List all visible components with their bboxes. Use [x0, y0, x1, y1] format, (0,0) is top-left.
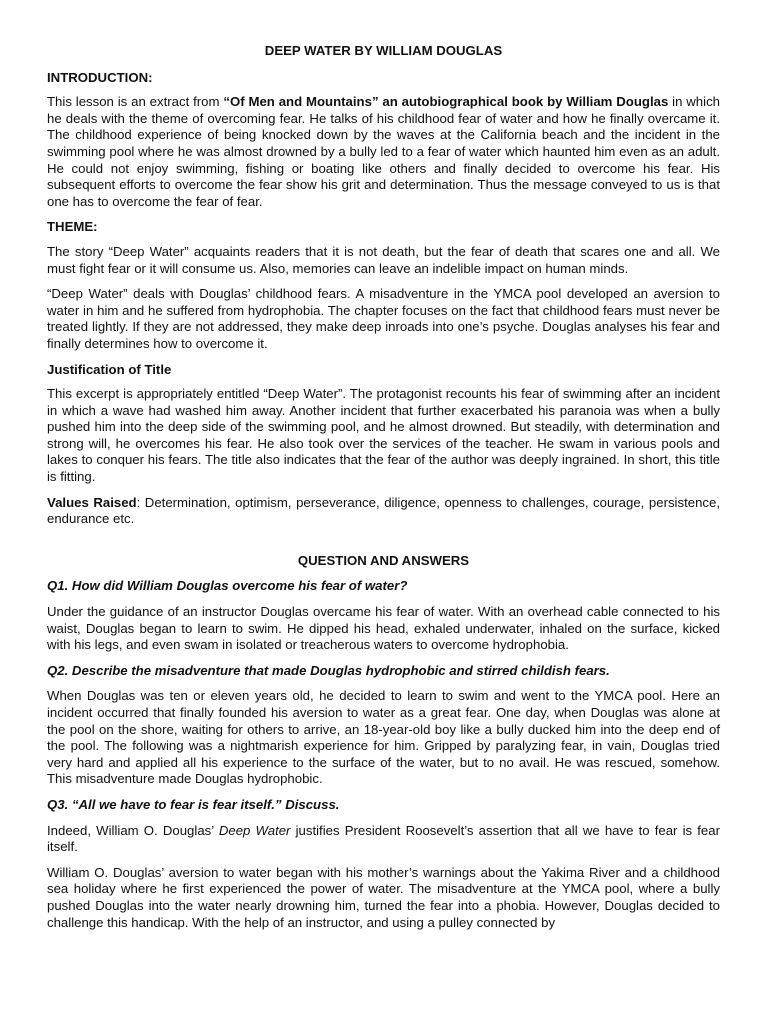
justification-heading: Justification of Title [47, 361, 172, 377]
answer-1: Under the guidance of an instructor Douglas overcame his fear of water. With an overhead cable connected to his waist, Douglas began to learn to swim. He dipped his head, exhaled underwater, inhaled on the surface, kicked with his legs, and even swam in isolated or treacherous waters to overcome hydrophobia. [47, 604, 720, 653]
introduction-heading: INTRODUCTION: [47, 69, 153, 85]
question-1: Q1. How did William Douglas overcome his fear of water? [47, 578, 408, 594]
theme-paragraph-2: “Deep Water” deals with Douglas’ childhood fears. A misadventure in the YMCA pool developed an aversion to water in him and he suffered from hydrophobia. The chapter focuses on the fact that childhood fears must never be treated lightly. If they are not addressed, they make deep inroads into one’s psyche. Douglas analyses his fear and finally determines how to overcome it. [47, 286, 720, 351]
values-label: Values Raised [47, 494, 137, 510]
answer-3-book-title: Deep Water [218, 822, 291, 838]
question-3: Q3. “All we have to fear is fear itself.” Discuss. [47, 796, 340, 812]
intro-text-start: This lesson is an extract from [47, 94, 224, 110]
theme-heading: THEME: [47, 219, 98, 235]
justification-paragraph: This excerpt is appropriately entitled “Deep Water”. The protagonist recounts his fear of swimming after an incident in which a wave had washed him away. Another incident that further exacerbated his paranoia was when a bully pushed him into the deep side of the swimming pool, and he almost drowned. But steadily, with determination and strong will, he overcomes his fear. He also took over the services of the teacher. He swam in various pools and lakes to conquer his fears. The title also indicates that the fear of the author was deeply ingrained. In short, this title is fitting. [47, 386, 720, 485]
answer-3-start: Indeed, William O. Douglas’ [47, 822, 219, 838]
theme-paragraph-1: The story “Deep Water” acquaints readers that it is not death, but the fear of death that scares one and all. We must fight fear or it will consume us. Also, memories can leave an indelible impact on human minds. [47, 243, 720, 276]
introduction-paragraph [47, 94, 720, 210]
answer-3-rest: justifies President Roosevelt’s assertion that all we have to fear is fear itself. [47, 822, 720, 855]
question-2: Q2. Describe the misadventure that made Douglas hydrophobic and stirred childish fears. [47, 662, 610, 678]
values-text: : Determination, optimism, perseverance, diligence, openness to challenges, courage, persistence, endurance etc. [47, 494, 721, 527]
values-paragraph [47, 495, 720, 528]
answer-3-paragraph-2: William O. Douglas’ aversion to water began with his mother’s warnings about the Yakima River and a childhood sea holiday where he first experienced the power of water. The misadventure at the YMCA pool, where a bully pushed Douglas into the water nearly drowning him, turned the fear into a phobia. However, Douglas decided to challenge this handicap. With the help of an instructor, and using a pulley connected by [47, 864, 720, 930]
answer-3-paragraph-1 [47, 823, 720, 856]
answer-2: When Douglas was ten or eleven years old, he decided to learn to swim and went to the YMCA pool. Here an incident occurred that finally founded his aversion to water as a great fear. One day, when Douglas was alone at the pool on the shore, waiting for others to arrive, an 18-year-old boy like a bully ducked him into the deep end of the pool. The following was a nightmarish experience for him. Gripped by paralyzing fear, in vain, Douglas tried very hard and applied all his experience to the surface of the water, but to no avail. He was rescued, somehow. This misadventure made Douglas hydrophobic. [47, 688, 720, 787]
intro-text-rest: in which he deals with the theme of overcoming fear. He talks of his childhood fear of water and how he finally overcame it. The childhood experience of being knocked down by the waves at the California beach and the incident in the swimming pool where he was almost drowned by a bully led to a fear of water which haunted him even as an adult. He could not enjoy swimming, fishing or boating like others and finally decided to overcome his fear. His subsequent efforts to overcome the fear show his grit and determination. Thus the message conveyed to us is that one has to overcome the fear of fear. [47, 94, 720, 209]
intro-book-title: “Of Men and Mountains” an autobiographical book by William Douglas [223, 94, 669, 110]
qa-heading: QUESTION AND ANSWERS [297, 552, 470, 568]
document-title: DEEP WATER BY WILLIAM DOUGLAS [264, 43, 503, 58]
